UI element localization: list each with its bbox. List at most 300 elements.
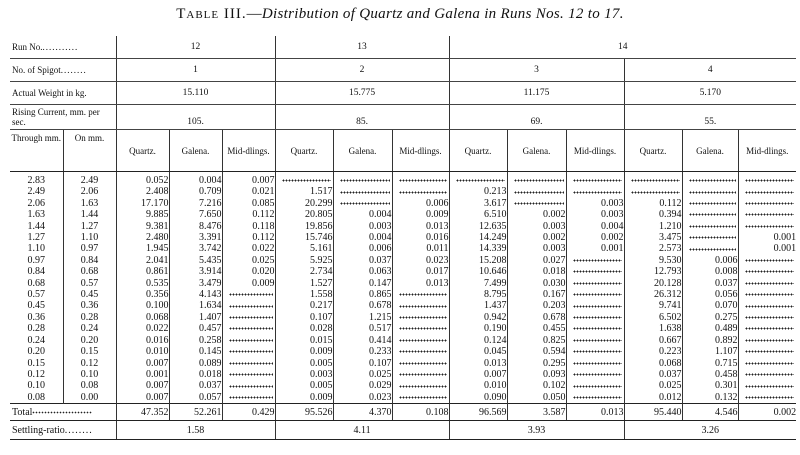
through-cell: 1.10: [10, 243, 63, 254]
empty-dotted-cell: [566, 266, 624, 277]
value-cell: 0.004: [566, 221, 624, 232]
distribution-table: [10, 36, 796, 440]
table-row: [10, 312, 796, 323]
total-cell: 0.429: [222, 404, 275, 421]
empty-dotted-cell: [507, 186, 566, 197]
value-cell: 14.249: [449, 232, 507, 243]
value-cell: 0.027: [507, 255, 566, 266]
value-cell: 0.301: [682, 380, 738, 391]
middlings-header: Mid-dlings.: [222, 130, 275, 172]
total-cell: 96.569: [449, 404, 507, 421]
empty-dotted-cell: [222, 312, 275, 323]
value-cell: 0.007: [116, 392, 169, 404]
empty-dotted-cell: [392, 335, 449, 346]
through-cell: 0.57: [10, 289, 63, 300]
empty-dotted-cell: [566, 278, 624, 289]
empty-dotted-cell: [738, 278, 796, 289]
value-cell: 0.594: [507, 346, 566, 357]
table-row: [10, 380, 796, 391]
empty-dotted-cell: [275, 172, 333, 187]
total-cell: 47.352: [116, 404, 169, 421]
empty-dotted-cell: [738, 312, 796, 323]
on-cell: 0.57: [63, 278, 116, 289]
value-cell: 0.003: [333, 221, 392, 232]
empty-dotted-cell: [222, 380, 275, 391]
spigot-4: 4: [624, 59, 796, 82]
value-cell: 0.025: [333, 369, 392, 380]
rising-1: 105.: [116, 105, 275, 130]
value-cell: 1.517: [275, 186, 333, 197]
column-header-row: [10, 130, 796, 172]
empty-dotted-cell: [392, 346, 449, 357]
value-cell: 26.312: [624, 289, 682, 300]
value-cell: 12.793: [624, 266, 682, 277]
run-no-label: Run No............: [10, 36, 116, 59]
empty-dotted-cell: [392, 172, 449, 187]
on-cell: 0.15: [63, 346, 116, 357]
table-number: Table III.: [176, 6, 247, 22]
galena-header: Galena.: [333, 130, 392, 172]
value-cell: 0.825: [507, 335, 566, 346]
spigot-2: 2: [275, 59, 449, 82]
galena-header: Galena.: [507, 130, 566, 172]
value-cell: 0.535: [116, 278, 169, 289]
value-cell: 0.001: [566, 243, 624, 254]
total-cell: 95.526: [275, 404, 333, 421]
through-cell: 0.97: [10, 255, 63, 266]
value-cell: 0.015: [275, 335, 333, 346]
through-cell: 1.27: [10, 232, 63, 243]
value-cell: 2.734: [275, 266, 333, 277]
empty-dotted-cell: [392, 312, 449, 323]
value-cell: 0.517: [333, 323, 392, 334]
total-cell: 4.546: [682, 404, 738, 421]
value-cell: 0.025: [624, 380, 682, 391]
on-cell: 1.44: [63, 209, 116, 220]
empty-dotted-cell: [738, 221, 796, 232]
value-cell: 0.715: [682, 358, 738, 369]
weight-4: 5.170: [624, 82, 796, 105]
empty-dotted-cell: [566, 369, 624, 380]
rising-2: 85.: [275, 105, 449, 130]
value-cell: 0.001: [116, 369, 169, 380]
value-cell: 0.022: [222, 243, 275, 254]
table-row: [10, 346, 796, 357]
value-cell: 0.018: [507, 266, 566, 277]
empty-dotted-cell: [682, 172, 738, 187]
on-cell: 0.36: [63, 300, 116, 311]
through-cell: 0.10: [10, 380, 63, 391]
empty-dotted-cell: [566, 172, 624, 187]
value-cell: 5.435: [169, 255, 222, 266]
value-cell: 7.216: [169, 198, 222, 209]
empty-dotted-cell: [566, 312, 624, 323]
empty-dotted-cell: [624, 186, 682, 197]
through-cell: 0.24: [10, 335, 63, 346]
value-cell: 1.210: [624, 221, 682, 232]
total-cell: 4.370: [333, 404, 392, 421]
total-cell: 0.108: [392, 404, 449, 421]
empty-dotted-cell: [738, 172, 796, 187]
value-cell: 0.063: [333, 266, 392, 277]
value-cell: 9.885: [116, 209, 169, 220]
value-cell: 0.037: [333, 255, 392, 266]
empty-dotted-cell: [222, 392, 275, 404]
through-cell: 2.49: [10, 186, 63, 197]
run-12: 12: [116, 36, 275, 59]
value-cell: 20.128: [624, 278, 682, 289]
value-cell: 0.025: [222, 255, 275, 266]
empty-dotted-cell: [738, 323, 796, 334]
rising-current-row: [10, 105, 796, 130]
value-cell: 3.475: [624, 232, 682, 243]
value-cell: 0.009: [275, 346, 333, 357]
table-row: [10, 335, 796, 346]
on-cell: 0.10: [63, 369, 116, 380]
on-header: On mm.: [63, 130, 116, 172]
value-cell: 0.258: [169, 335, 222, 346]
value-cell: 0.233: [333, 346, 392, 357]
through-cell: 0.28: [10, 323, 63, 334]
value-cell: 0.089: [169, 358, 222, 369]
empty-dotted-cell: [333, 172, 392, 187]
empty-dotted-cell: [566, 323, 624, 334]
value-cell: 0.112: [624, 198, 682, 209]
on-cell: 1.27: [63, 221, 116, 232]
value-cell: 0.056: [682, 289, 738, 300]
value-cell: 0.011: [392, 243, 449, 254]
total-cell: 52.261: [169, 404, 222, 421]
empty-dotted-cell: [682, 198, 738, 209]
total-label: Total: [10, 404, 116, 421]
value-cell: 1.638: [624, 323, 682, 334]
value-cell: 0.037: [682, 278, 738, 289]
table-row: [10, 172, 796, 187]
empty-dotted-cell: [392, 323, 449, 334]
on-cell: 0.20: [63, 335, 116, 346]
table-row: [10, 300, 796, 311]
value-cell: 3.742: [169, 243, 222, 254]
empty-dotted-cell: [738, 209, 796, 220]
on-cell: 0.24: [63, 323, 116, 334]
empty-dotted-cell: [222, 346, 275, 357]
on-cell: 0.00: [63, 392, 116, 404]
value-cell: 0.018: [169, 369, 222, 380]
value-cell: 1.527: [275, 278, 333, 289]
value-cell: 0.892: [682, 335, 738, 346]
quartz-header: Quartz.: [116, 130, 169, 172]
empty-dotted-cell: [566, 186, 624, 197]
on-cell: 0.68: [63, 266, 116, 277]
value-cell: 0.223: [624, 346, 682, 357]
value-cell: 2.408: [116, 186, 169, 197]
value-cell: 3.391: [169, 232, 222, 243]
table-title: [0, 6, 800, 23]
value-cell: 0.004: [169, 172, 222, 187]
value-cell: 17.170: [116, 198, 169, 209]
value-cell: 0.107: [333, 358, 392, 369]
value-cell: 2.041: [116, 255, 169, 266]
empty-dotted-cell: [333, 186, 392, 197]
value-cell: 10.646: [449, 266, 507, 277]
rising-3: 69.: [449, 105, 624, 130]
value-cell: 0.030: [507, 278, 566, 289]
empty-dotted-cell: [392, 392, 449, 404]
value-cell: 0.013: [392, 221, 449, 232]
settling-label: Settling-ratio........: [10, 421, 116, 440]
value-cell: 0.006: [392, 198, 449, 209]
empty-dotted-cell: [738, 369, 796, 380]
value-cell: 3.914: [169, 266, 222, 277]
value-cell: 0.005: [275, 380, 333, 391]
settling-ratio-2: 4.11: [275, 421, 449, 440]
value-cell: 2.573: [624, 243, 682, 254]
table-row: [10, 198, 796, 209]
value-cell: 7.650: [169, 209, 222, 220]
value-cell: 0.007: [116, 358, 169, 369]
value-cell: 1.945: [116, 243, 169, 254]
through-cell: 2.83: [10, 172, 63, 187]
spigot-3: 3: [449, 59, 624, 82]
on-cell: 0.45: [63, 289, 116, 300]
table-row: [10, 323, 796, 334]
run-no-row: [10, 36, 796, 59]
table-row: [10, 186, 796, 197]
value-cell: 0.007: [116, 380, 169, 391]
empty-dotted-cell: [507, 172, 566, 187]
empty-dotted-cell: [222, 369, 275, 380]
through-cell: 0.20: [10, 346, 63, 357]
total-cell: 0.013: [566, 404, 624, 421]
empty-dotted-cell: [738, 300, 796, 311]
settling-ratio-1: 1.58: [116, 421, 275, 440]
value-cell: 0.010: [449, 380, 507, 391]
empty-dotted-cell: [566, 380, 624, 391]
on-cell: 1.10: [63, 232, 116, 243]
totals-row: [10, 404, 796, 421]
empty-dotted-cell: [392, 380, 449, 391]
empty-dotted-cell: [566, 300, 624, 311]
value-cell: 0.050: [507, 392, 566, 404]
on-cell: 0.97: [63, 243, 116, 254]
value-cell: 0.029: [333, 380, 392, 391]
table-row: [10, 358, 796, 369]
total-cell: 95.440: [624, 404, 682, 421]
value-cell: 3.479: [169, 278, 222, 289]
value-cell: 0.217: [275, 300, 333, 311]
value-cell: 0.356: [116, 289, 169, 300]
value-cell: 3.617: [449, 198, 507, 209]
value-cell: 6.510: [449, 209, 507, 220]
middlings-header: Mid-dlings.: [738, 130, 796, 172]
empty-dotted-cell: [333, 198, 392, 209]
empty-dotted-cell: [392, 358, 449, 369]
empty-dotted-cell: [566, 346, 624, 357]
value-cell: 0.017: [392, 266, 449, 277]
through-cell: 0.84: [10, 266, 63, 277]
value-cell: 20.299: [275, 198, 333, 209]
value-cell: 0.016: [392, 232, 449, 243]
through-cell: 1.63: [10, 209, 63, 220]
value-cell: 0.037: [624, 369, 682, 380]
table-row: [10, 289, 796, 300]
value-cell: 0.414: [333, 335, 392, 346]
value-cell: 1.107: [682, 346, 738, 357]
empty-dotted-cell: [738, 266, 796, 277]
value-cell: 0.132: [682, 392, 738, 404]
table-row: [10, 221, 796, 232]
empty-dotted-cell: [392, 186, 449, 197]
value-cell: 2.480: [116, 232, 169, 243]
through-header: Through mm.: [10, 130, 63, 172]
middlings-header: Mid-dlings.: [566, 130, 624, 172]
value-cell: 0.678: [333, 300, 392, 311]
value-cell: 0.007: [222, 172, 275, 187]
on-cell: 2.49: [63, 172, 116, 187]
value-cell: 0.001: [738, 243, 796, 254]
empty-dotted-cell: [738, 198, 796, 209]
value-cell: 0.118: [222, 221, 275, 232]
value-cell: 20.805: [275, 209, 333, 220]
value-cell: 9.530: [624, 255, 682, 266]
value-cell: 0.678: [507, 312, 566, 323]
value-cell: 19.856: [275, 221, 333, 232]
empty-dotted-cell: [566, 255, 624, 266]
table-row: [10, 232, 796, 243]
table-row: [10, 278, 796, 289]
value-cell: 1.558: [275, 289, 333, 300]
through-cell: 0.36: [10, 312, 63, 323]
on-cell: 2.06: [63, 186, 116, 197]
spigot-label: No. of Spigot........: [10, 59, 116, 82]
on-cell: 1.63: [63, 198, 116, 209]
value-cell: 0.022: [116, 323, 169, 334]
empty-dotted-cell: [738, 392, 796, 404]
value-cell: 0.006: [682, 255, 738, 266]
total-cell: 3.587: [507, 404, 566, 421]
weight-1: 15.110: [116, 82, 275, 105]
empty-dotted-cell: [222, 335, 275, 346]
through-cell: 0.15: [10, 358, 63, 369]
quartz-header: Quartz.: [449, 130, 507, 172]
through-cell: 2.06: [10, 198, 63, 209]
on-cell: 0.28: [63, 312, 116, 323]
empty-dotted-cell: [738, 335, 796, 346]
empty-dotted-cell: [392, 369, 449, 380]
settling-ratio-3: 3.93: [449, 421, 624, 440]
value-cell: 0.068: [116, 312, 169, 323]
value-cell: 4.143: [169, 289, 222, 300]
table-caption: Distribution of Quartz and Galena in Runs Nos. 12 to 17.: [261, 6, 624, 22]
value-cell: 0.295: [507, 358, 566, 369]
empty-dotted-cell: [566, 358, 624, 369]
quartz-header: Quartz.: [624, 130, 682, 172]
value-cell: 0.005: [275, 358, 333, 369]
empty-dotted-cell: [566, 335, 624, 346]
empty-dotted-cell: [738, 255, 796, 266]
value-cell: 0.394: [624, 209, 682, 220]
value-cell: 0.145: [169, 346, 222, 357]
value-cell: 0.167: [507, 289, 566, 300]
table-row: [10, 209, 796, 220]
value-cell: 0.709: [169, 186, 222, 197]
settling-ratio-4: 3.26: [624, 421, 796, 440]
value-cell: 1.437: [449, 300, 507, 311]
value-cell: 0.455: [507, 323, 566, 334]
value-cell: 0.100: [116, 300, 169, 311]
empty-dotted-cell: [738, 346, 796, 357]
value-cell: 0.002: [507, 209, 566, 220]
empty-dotted-cell: [738, 358, 796, 369]
value-cell: 0.457: [169, 323, 222, 334]
value-cell: 0.002: [507, 232, 566, 243]
empty-dotted-cell: [738, 186, 796, 197]
value-cell: 0.008: [682, 266, 738, 277]
empty-dotted-cell: [682, 243, 738, 254]
empty-dotted-cell: [222, 358, 275, 369]
value-cell: 1.407: [169, 312, 222, 323]
value-cell: 0.016: [116, 335, 169, 346]
empty-dotted-cell: [682, 221, 738, 232]
value-cell: 0.190: [449, 323, 507, 334]
value-cell: 0.124: [449, 335, 507, 346]
value-cell: 0.009: [392, 209, 449, 220]
value-cell: 14.339: [449, 243, 507, 254]
value-cell: 6.502: [624, 312, 682, 323]
empty-dotted-cell: [624, 172, 682, 187]
value-cell: 1.634: [169, 300, 222, 311]
value-cell: 0.052: [116, 172, 169, 187]
value-cell: 9.741: [624, 300, 682, 311]
value-cell: 0.667: [624, 335, 682, 346]
empty-dotted-cell: [507, 198, 566, 209]
empty-dotted-cell: [222, 289, 275, 300]
middlings-header: Mid-dlings.: [392, 130, 449, 172]
data-body: [10, 172, 796, 404]
galena-header: Galena.: [169, 130, 222, 172]
value-cell: 8.476: [169, 221, 222, 232]
value-cell: 12.635: [449, 221, 507, 232]
through-cell: 0.08: [10, 392, 63, 404]
value-cell: 0.112: [222, 209, 275, 220]
run-14: 14: [449, 36, 796, 59]
value-cell: 0.007: [449, 369, 507, 380]
empty-dotted-cell: [566, 289, 624, 300]
value-cell: 9.381: [116, 221, 169, 232]
on-cell: 0.12: [63, 358, 116, 369]
value-cell: 0.107: [275, 312, 333, 323]
value-cell: 0.861: [116, 266, 169, 277]
value-cell: 0.112: [222, 232, 275, 243]
quartz-header: Quartz.: [275, 130, 333, 172]
empty-dotted-cell: [566, 392, 624, 404]
empty-dotted-cell: [392, 300, 449, 311]
value-cell: 0.458: [682, 369, 738, 380]
value-cell: 0.003: [566, 209, 624, 220]
table-row: [10, 266, 796, 277]
value-cell: 0.003: [507, 221, 566, 232]
value-cell: 0.037: [169, 380, 222, 391]
table-row: [10, 255, 796, 266]
empty-dotted-cell: [682, 232, 738, 243]
value-cell: 0.023: [333, 392, 392, 404]
value-cell: 0.013: [392, 278, 449, 289]
weight-2: 15.775: [275, 82, 449, 105]
value-cell: 0.009: [222, 278, 275, 289]
table-row: [10, 392, 796, 404]
value-cell: 0.004: [333, 209, 392, 220]
run-13: 13: [275, 36, 449, 59]
